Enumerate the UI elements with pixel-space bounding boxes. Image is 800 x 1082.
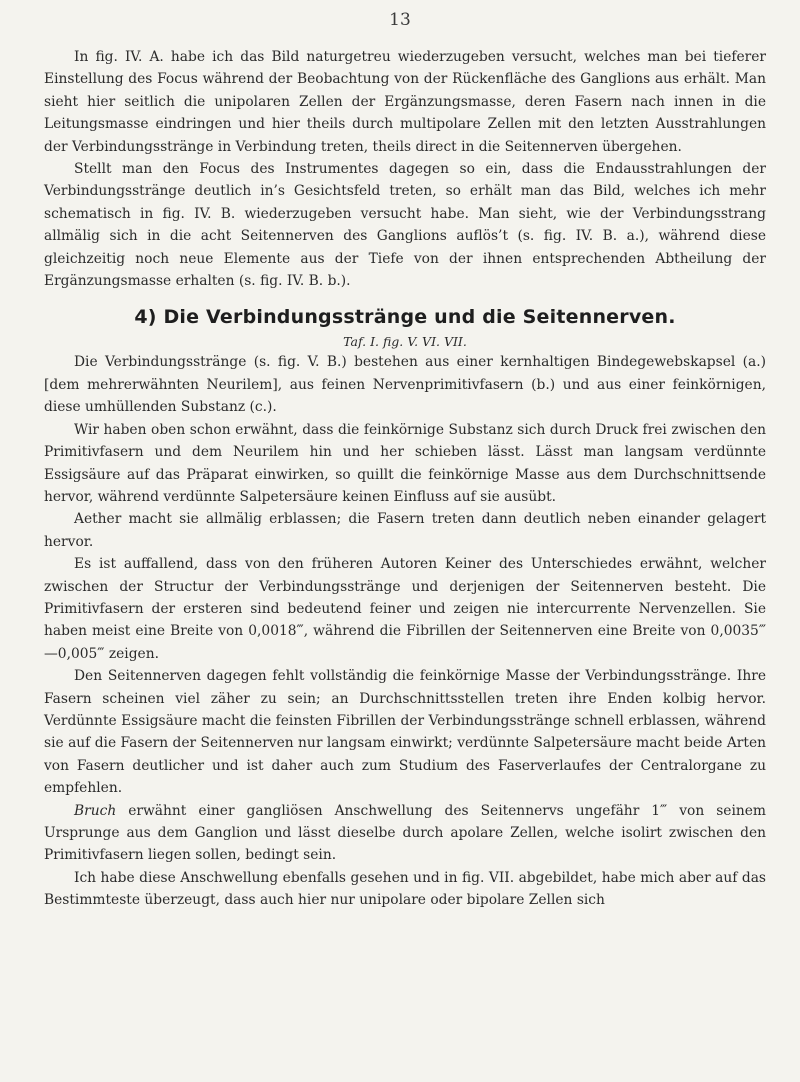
paragraph-fig-iv-b: Stellt man den Focus des Instrumentes dagegen so ein, dass die Endausstrahlungen der Verbindungsstränge deutlich in’s Gesichtsfeld treten, so erhält man das Bild, welches ich mehr schematisch in fig. IV. B. wiederzugeben versucht habe. Man sieht, wie der Verbindungsstrang allmälig sich in die acht Seitennerven des Ganglions auflös’t (s. fig. IV. B. a.), während diese gleichzeitig noch neue Elemente aus der Tiefe von der ihnen entsprechenden Abtheilung der Ergänzungsmasse erhalten (s. fig. IV. B. b.). — [44, 161, 766, 290]
paragraph-structure: Die Verbindungsstränge (s. fig. V. B.) bestehen aus einer kernhaltigen Bindegewebskapsel (a.) [dem mehrerwähnten Neurilem], aus feinen Nervenprimitivfasern (b.) und aus einer feinkörnigen, diese umhüllenden Substanz (c.). — [44, 354, 766, 416]
section-plate-reference: Taf. I. fig. V. VI. VII. — [343, 334, 467, 350]
paragraph-lateral-nerves: Den Seitennerven dagegen fehlt vollständig die feinkörnige Masse der Verbindungsstränge. Ihre Fasern scheinen viel zäher zu sein; an Durchschnittsstellen treten ihre Enden kolbig hervor. Verdünnte Essigsäure macht die feinsten Fibrillen der Verbindungsstränge schnell erblassen, während sie auf die Fasern der Seitennerven nur langsam einwirkt; verdünnte Salpetersäure macht beide Arten von Fasern deutlicher und ist daher auch zum Studium des Faserverlaufes der Centralorgane zu empfehlen. — [44, 668, 766, 797]
page-body — [44, 46, 766, 912]
paragraph-bruch-text: erwähnt einer gangliösen Anschwellung des Seitennervs ungefähr 1‴ von seinem Ursprunge aus dem Ganglion und lässt dieselbe durch apolare Zellen, welche isolirt zwischen den Primitivfasern liegen sollen, bedingt sein. — [44, 802, 766, 864]
section-heading: 4) Die Verbindungsstränge und die Seitennerven. — [134, 306, 676, 329]
author-name: Bruch — [74, 802, 117, 819]
page-number: 13 — [389, 10, 411, 30]
paragraph-closing: Ich habe diese Anschwellung ebenfalls gesehen und in fig. VII. abgebildet, habe mich aber auf das Bestimmteste überzeugt, dass auch hier nur unipolare oder bipolare Zellen sich — [44, 869, 766, 909]
paragraph-bruch — [44, 800, 766, 867]
paragraph-fibre-width: Es ist auffallend, dass von den früheren Autoren Keiner des Unterschiedes erwähnt, welcher zwischen der Structur der Verbindungsstränge und derjenigen der Seitennerven besteht. Die Primitivfasern der ersteren sind bedeutend feiner und zeigen nie intercurrente Nervenzellen. Sie haben meist eine Breite von 0,0018‴, während die Fibrillen der Seitennerven eine Breite von 0,0035‴—0,005‴ zeigen. — [44, 556, 766, 662]
paragraph-aether: Aether macht sie allmälig erblassen; die Fasern treten dann deutlich neben einander gelagert hervor. — [44, 511, 766, 550]
paragraph-fig-iv-a: In fig. IV. A. habe ich das Bild naturgetreu wiederzugeben versucht, welches man bei tieferer Einstellung des Focus während der Beobachtung von der Rückenfläche des Ganglions aus erhält. Man sieht hier seitlich die unipolaren Zellen der Ergänzungsmasse, deren Fasern nach innen in die Leitungsmasse eindringen und hier theils durch multipolare Zellen mit den letzten Ausstrahlungen der Verbindungsstränge in Verbindung treten, theils direct in die Seitennerven übergehen. — [44, 49, 766, 155]
paragraph-substance-reactions: Wir haben oben schon erwähnt, dass die feinkörnige Substanz sich durch Druck frei zwischen den Primitivfasern und dem Neurilem hin und her schieben lässt. Lässt man langsam verdünnte Essigsäure auf das Präparat einwirken, so quillt die feinkörnige Masse aus dem Durchschnittsende hervor, während verdünnte Salpetersäure keinen Einfluss auf sie ausübt. — [44, 421, 766, 505]
